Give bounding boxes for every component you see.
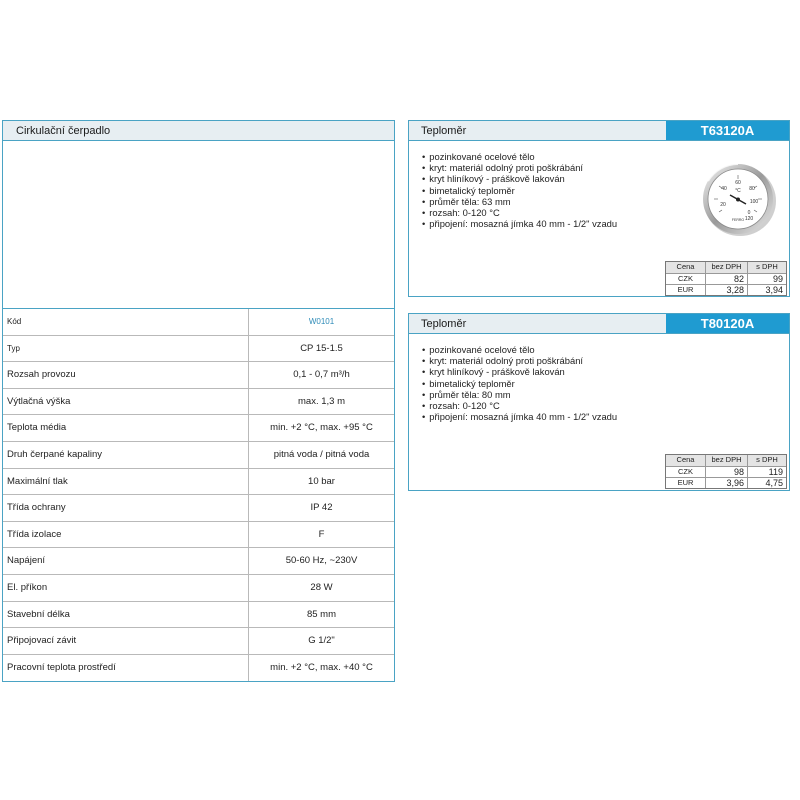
price-net: 98 bbox=[706, 467, 748, 477]
price-gross: 99 bbox=[772, 274, 783, 284]
spec-label: Druh čerpané kapaliny bbox=[3, 442, 249, 468]
spec-value: min. +2 °C, max. +95 °C bbox=[270, 422, 373, 434]
card-body bbox=[409, 141, 789, 296]
feature-item: • bimetalický teploměr bbox=[422, 185, 617, 196]
product-card-t80120a bbox=[408, 313, 790, 491]
spec-value: min. +2 °C, max. +40 °C bbox=[270, 661, 373, 673]
feature-item: • připojení: mosazná jímka 40 mm - 1/2" vzadu bbox=[422, 411, 617, 422]
gauge-tick-label: 20 bbox=[720, 202, 726, 208]
spec-row bbox=[3, 602, 394, 629]
price-currency: CZK bbox=[666, 467, 706, 477]
product-title: Teploměr bbox=[409, 314, 666, 333]
price-gross: 3,94 bbox=[765, 285, 783, 295]
spec-label: El. příkon bbox=[3, 575, 249, 601]
card-header bbox=[409, 314, 789, 334]
spec-value: pitná voda / pitná voda bbox=[273, 448, 370, 460]
price-gross: 119 bbox=[768, 467, 783, 477]
product-title: Teploměr bbox=[409, 121, 666, 140]
gauge-tick-label: 60 bbox=[735, 180, 741, 186]
gauge-tick-label: 120 bbox=[744, 216, 754, 222]
spec-row-code bbox=[3, 309, 394, 336]
pump-title: Cirkulační čerpadlo bbox=[3, 121, 394, 141]
spec-row bbox=[3, 628, 394, 655]
feature-item: • pozinkované ocelové tělo bbox=[422, 344, 617, 355]
feature-item: • kryt: materiál odolný proti poškrábání bbox=[422, 162, 617, 173]
price-header-cell: bez DPH bbox=[706, 455, 748, 466]
spec-value: W0101 bbox=[308, 317, 335, 326]
spec-label: Napájení bbox=[3, 548, 249, 574]
price-net: 82 bbox=[706, 274, 748, 284]
feature-item: • průměr těla: 80 mm bbox=[422, 389, 617, 400]
feature-item: • bimetalický teploměr bbox=[422, 378, 617, 389]
spec-value: IP 42 bbox=[310, 502, 333, 514]
price-net: 3,96 bbox=[706, 478, 748, 488]
spec-label: Pracovní teplota prostředí bbox=[3, 655, 249, 682]
feature-list bbox=[422, 344, 617, 422]
price-header-cell: Cena bbox=[666, 262, 706, 273]
card-body bbox=[409, 334, 789, 490]
spec-table bbox=[3, 309, 394, 681]
spec-row bbox=[3, 522, 394, 549]
price-currency: EUR bbox=[666, 285, 706, 295]
price-gross: 4,75 bbox=[765, 478, 783, 488]
price-table bbox=[665, 261, 787, 296]
price-row bbox=[666, 284, 786, 295]
feature-item: • rozsah: 0-120 °C bbox=[422, 207, 617, 218]
spec-label: Připojovací závit bbox=[3, 628, 249, 654]
price-currency: EUR bbox=[666, 478, 706, 488]
spec-value: max. 1,3 m bbox=[298, 395, 345, 407]
spec-row bbox=[3, 575, 394, 602]
price-header-cell: s DPH bbox=[756, 455, 778, 464]
price-row bbox=[666, 466, 786, 477]
spec-row bbox=[3, 389, 394, 416]
spec-value: G 1/2" bbox=[308, 635, 335, 647]
price-net: 3,28 bbox=[706, 285, 748, 295]
spec-value: 0,1 - 0,7 m³/h bbox=[293, 369, 350, 381]
spec-label: Kód bbox=[3, 309, 249, 335]
spec-row bbox=[3, 469, 394, 496]
spec-row bbox=[3, 415, 394, 442]
spec-label: Teplota média bbox=[3, 415, 249, 441]
spec-row bbox=[3, 442, 394, 469]
pump-panel bbox=[2, 120, 395, 682]
spec-value: 10 bar bbox=[308, 475, 335, 487]
spec-value: F bbox=[318, 528, 325, 540]
price-header-row bbox=[666, 262, 786, 273]
gauge-brand: FERRO bbox=[731, 218, 745, 222]
price-header-row bbox=[666, 455, 786, 466]
card-header bbox=[409, 121, 789, 141]
thermometer-image bbox=[694, 159, 784, 237]
gauge-unit: °C bbox=[735, 188, 741, 194]
price-header-cell: Cena bbox=[666, 455, 706, 466]
price-table bbox=[665, 454, 787, 489]
product-card-t63120a bbox=[408, 120, 790, 297]
spec-row bbox=[3, 655, 394, 682]
spec-label: Typ bbox=[3, 336, 249, 362]
price-header-cell: bez DPH bbox=[706, 262, 748, 273]
feature-item: • rozsah: 0-120 °C bbox=[422, 400, 617, 411]
feature-item: • kryt hliníkový - práškově lakován bbox=[422, 366, 617, 377]
spec-value: CP 15-1.5 bbox=[300, 342, 343, 354]
feature-item: • průměr těla: 63 mm bbox=[422, 196, 617, 207]
price-currency: CZK bbox=[666, 274, 706, 284]
spec-label: Rozsah provozu bbox=[3, 362, 249, 388]
spec-row bbox=[3, 548, 394, 575]
feature-list bbox=[422, 151, 617, 229]
spec-row bbox=[3, 495, 394, 522]
gauge-tick-label: 0 bbox=[747, 210, 751, 216]
feature-item: • kryt hliníkový - práškově lakován bbox=[422, 173, 617, 184]
pump-image-area bbox=[3, 141, 394, 309]
feature-item: • pozinkované ocelové tělo bbox=[422, 151, 617, 162]
spec-label: Stavební délka bbox=[3, 602, 249, 628]
spec-row-type bbox=[3, 336, 394, 363]
feature-item: • kryt: materiál odolný proti poškrábání bbox=[422, 355, 617, 366]
spec-label: Výtlačná výška bbox=[3, 389, 249, 415]
gauge-tick-label: 100 bbox=[749, 199, 759, 205]
spec-label: Maximální tlak bbox=[3, 469, 249, 495]
price-header-cell: s DPH bbox=[756, 262, 778, 271]
spec-row bbox=[3, 362, 394, 389]
price-row bbox=[666, 477, 786, 488]
spec-value: 28 W bbox=[310, 581, 333, 593]
product-code: T80120A bbox=[666, 314, 789, 333]
product-code: T63120A bbox=[666, 121, 789, 140]
feature-item: • připojení: mosazná jímka 40 mm - 1/2" vzadu bbox=[422, 218, 617, 229]
spec-label: Třída ochrany bbox=[3, 495, 249, 521]
spec-value: 50-60 Hz, ~230V bbox=[285, 555, 358, 567]
spec-label: Třída izolace bbox=[3, 522, 249, 548]
price-row bbox=[666, 273, 786, 284]
gauge-tick-label: 80 bbox=[749, 186, 755, 192]
gauge-tick-label: 40 bbox=[721, 186, 727, 192]
spec-value: 85 mm bbox=[306, 608, 337, 620]
